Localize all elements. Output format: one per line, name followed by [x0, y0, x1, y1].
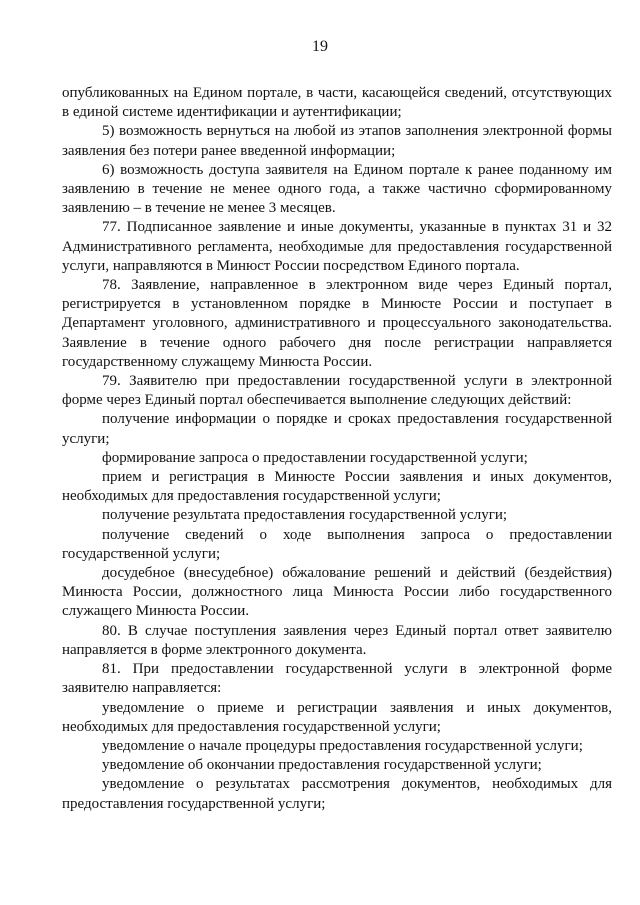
- paragraph: получение результата предоставления государственной услуги;: [102, 507, 508, 524]
- page-number: 19: [312, 38, 328, 55]
- document-body: [62, 84, 612, 814]
- paragraph: прием и регистрация в Минюсте России заявления и иных документов, необходимых для предоставления государственной услуги;: [62, 469, 612, 505]
- paragraph: получение информации о порядке и сроках предоставления государственной услуги;: [62, 411, 612, 447]
- paragraph: 77. Подписанное заявление и иные документы, указанные в пунктах 31 и 32 Административного регламента, необходимые для предоставления государственной услуги, направляются в Минюст России посредством Единого портала.: [62, 219, 612, 274]
- paragraph: 78. Заявление, направленное в электронном виде через Единый портал, регистрируется в установленном порядке в Минюсте России и поступает в Департамент уголовного, административного и процессуального законодательства. Заявление в течение одного рабочего дня после регистрации направляется государственному служащему Минюста России.: [62, 277, 612, 370]
- paragraph: опубликованных на Едином портале, в части, касающейся сведений, отсутствующих в единой системе идентификации и аутентификации;: [62, 85, 612, 121]
- paragraph: 6) возможность доступа заявителя на Едином портале к ранее поданному им заявлению в течение не менее одного года, а также частично сформированному заявлению – в течение не менее 3 месяцев.: [62, 161, 612, 217]
- paragraph: уведомление о начале процедуры предоставления государственной услуги;: [102, 737, 583, 754]
- paragraph: 5) возможность вернуться на любой из этапов заполнения электронной формы заявления без потери ранее введенной информации;: [62, 123, 612, 159]
- paragraph: уведомление о результатах рассмотрения документов, необходимых для предоставления государственной услуги;: [62, 776, 612, 812]
- paragraph: 79. Заявителю при предоставлении государственной услуги в электронной форме через Единый портал обеспечивается выполнение следующих действий:: [62, 373, 612, 409]
- paragraph: уведомление о приеме и регистрации заявления и иных документов, необходимых для предоставления государственной услуги;: [62, 699, 612, 735]
- paragraph: уведомление об окончании предоставления государственной услуги;: [102, 757, 542, 774]
- paragraph: формирование запроса о предоставлении государственной услуги;: [102, 449, 528, 466]
- paragraph: досудебное (внесудебное) обжалование решений и действий (бездействия) Минюста России, должностного лица Минюста России либо государственного служащего Минюста России.: [62, 565, 612, 620]
- paragraph: 81. При предоставлении государственной услуги в электронной форме заявителю направляется:: [62, 661, 612, 697]
- paragraph: получение сведений о ходе выполнения запроса о предоставлении государственной услуги;: [62, 526, 612, 562]
- paragraph: 80. В случае поступления заявления через Единый портал ответ заявителю направляется в форме электронного документа.: [62, 622, 612, 658]
